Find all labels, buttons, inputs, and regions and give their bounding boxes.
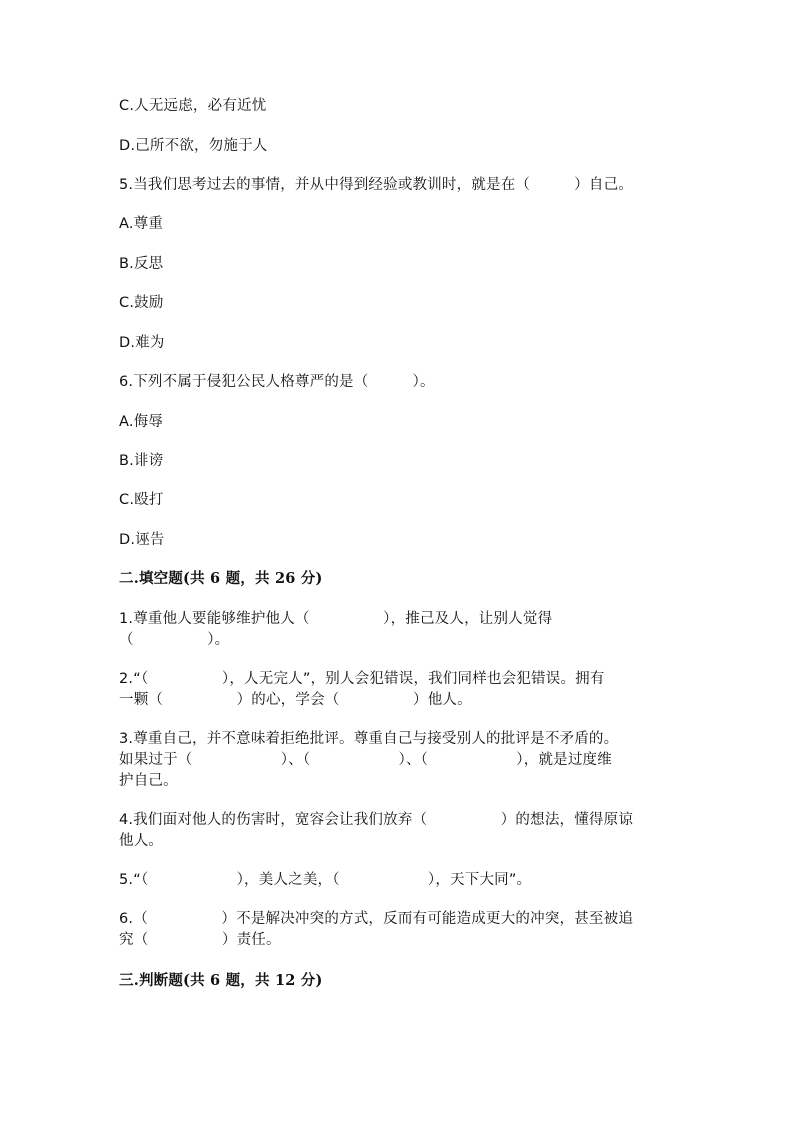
fill-q1-line2: （ ）。 [119,632,230,648]
q5-option-a: A.尊重 [119,216,164,232]
fill-q6 [119,909,679,951]
fill-q3-line2: 如果过于（ ）、（ ）、（ ），就是过度维 [119,752,612,768]
fill-q1 [119,609,679,651]
q6-option-b: B.诽谤 [119,453,164,469]
q6-option-a: A.侮辱 [119,414,164,430]
fill-q2-line1: 2.“（ ），人无完人”，别人会犯错误，我们同样也会犯错误。拥有 [119,671,605,687]
section2-title: 二.填空题(共 6 题，共 26 分) [119,570,323,587]
fill-q4-line1: 4.我们面对他人的伤害时，宽容会让我们放弃（ ）的想法，懂得原谅 [119,812,634,828]
q5-option-c: C.鼓励 [119,295,164,311]
fill-q6-line1: 6.（ ）不是解决冲突的方式，反而有可能造成更大的冲突，甚至被追 [119,911,634,927]
fill-q5-line1: 5.“（ ），美人之美，（ ），天下大同”。 [119,872,532,888]
fill-q2-line2: 一颗（ ）的心，学会（ ）他人。 [119,692,472,708]
q4-option-c: C.人无远虑，必有近忧 [119,98,267,114]
q6-option-c: C.殴打 [119,492,164,508]
fill-q3 [119,729,679,792]
fill-q6-line2: 究（ ）责任。 [119,932,281,948]
fill-q4 [119,810,679,852]
fill-q2 [119,669,679,711]
q5-option-b: B.反思 [119,256,164,272]
q5-option-d: D.难为 [119,335,165,351]
fill-q3-line3: 护自己。 [119,773,178,789]
q6-option-d: D.诬告 [119,532,165,548]
fill-q4-line2: 他人。 [119,833,164,849]
fill-q3-line1: 3.尊重自己，并不意味着拒绝批评。尊重自己与接受别人的批评是不矛盾的。 [119,731,619,747]
q4-option-d: D.己所不欲，勿施于人 [119,138,268,154]
q5-stem: 5.当我们思考过去的事情，并从中得到经验或教训时，就是在（ ）自己。 [119,177,634,193]
q6-stem: 6.下列不属于侵犯公民人格尊严的是（ ）。 [119,374,435,390]
section3-title: 三.判断题(共 6 题，共 12 分) [119,972,323,989]
fill-q5 [119,870,679,891]
fill-q1-line1: 1.尊重他人要能够维护他人（ ），推己及人，让别人觉得 [119,611,553,627]
